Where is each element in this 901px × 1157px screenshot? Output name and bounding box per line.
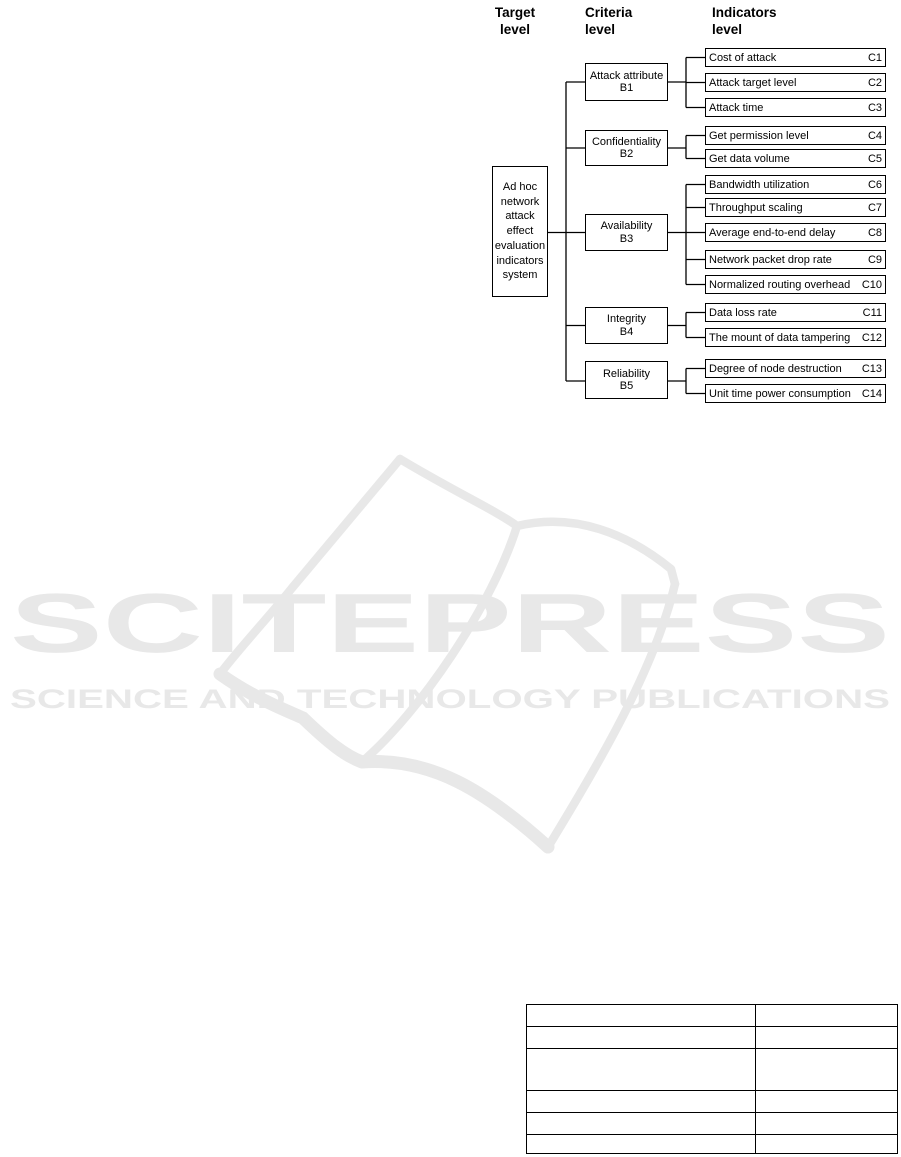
target-level-label: Ad hoc network attack effect evaluation indicators system	[494, 181, 546, 282]
indicator-label: Unit time power consumption	[709, 387, 851, 400]
indicator-box-c7	[705, 198, 886, 217]
indicator-label: Average end-to-end delay	[709, 226, 836, 239]
criteria-code: B4	[619, 325, 634, 338]
criteria-box-b4	[585, 307, 668, 344]
indicator-label: The mount of data tampering	[709, 331, 851, 344]
indicator-box-c4	[705, 126, 886, 145]
indicator-code: C12	[861, 331, 882, 344]
indicator-box-c12	[705, 328, 886, 347]
indicator-label: Network packet drop rate	[709, 253, 832, 266]
indicator-label: Throughput scaling	[709, 201, 803, 214]
criteria-code: B2	[619, 148, 634, 160]
indicator-code: C3	[867, 101, 882, 114]
table-row	[527, 1027, 897, 1049]
table-cell	[527, 1113, 756, 1134]
criteria-box-b3	[585, 214, 668, 251]
indicator-box-c3	[705, 98, 886, 117]
table-cell	[756, 1135, 897, 1153]
criteria-label: Attack attribute	[589, 69, 664, 82]
indicator-code: C10	[861, 278, 882, 291]
indicator-label: Bandwidth utilization	[709, 178, 810, 191]
bottom-table	[526, 1004, 898, 1154]
indicator-label: Cost of attack	[709, 51, 777, 64]
criteria-label: Availability	[600, 220, 653, 232]
table-cell	[756, 1027, 897, 1048]
criteria-box-b2	[585, 130, 668, 166]
table-cell	[527, 1049, 756, 1090]
indicator-label: Attack target level	[709, 76, 797, 89]
table-row	[527, 1091, 897, 1113]
criteria-box-b1	[585, 63, 668, 101]
watermark-tagline-text: SCIENCE AND TECHNOLOGY PUBLICATIONS	[10, 684, 891, 714]
indicator-code: C9	[867, 253, 882, 266]
indicator-code: C11	[862, 306, 882, 319]
criteria-label: Reliability	[602, 367, 651, 380]
target-level-box	[492, 166, 548, 297]
table-row	[527, 1005, 897, 1027]
criteria-code: B1	[619, 82, 634, 94]
criteria-code: B5	[619, 380, 634, 392]
indicator-code: C14	[861, 387, 882, 400]
indicator-label: Get data volume	[709, 152, 790, 165]
indicator-code: C2	[867, 76, 882, 89]
indicator-code: C13	[861, 362, 882, 375]
indicator-code: C5	[867, 152, 882, 165]
table-cell	[756, 1005, 897, 1026]
indicator-label: Data loss rate	[709, 306, 777, 319]
table-cell	[527, 1135, 756, 1153]
indicator-label: Attack time	[709, 101, 764, 114]
indicator-box-c8	[705, 223, 886, 242]
table-cell	[756, 1049, 897, 1090]
indicator-code: C8	[867, 226, 882, 239]
indicator-code: C4	[867, 129, 882, 142]
indicator-box-c13	[705, 359, 886, 378]
column-header-indicators-level: Indicators level	[712, 5, 777, 37]
indicator-box-c5	[705, 149, 886, 168]
table-cell	[527, 1027, 756, 1048]
criteria-label: Confidentiality	[591, 135, 662, 148]
column-header-criteria-level: Criteria level	[585, 5, 633, 37]
table-row	[527, 1135, 897, 1153]
indicator-box-c10	[705, 275, 886, 294]
indicator-box-c9	[705, 250, 886, 269]
watermark-logo-text: SCITEPRESS	[10, 576, 890, 670]
indicator-box-c1	[705, 48, 886, 67]
indicator-code: C1	[867, 51, 882, 64]
indicator-code: C6	[867, 178, 882, 191]
indicator-box-c14	[705, 384, 886, 403]
indicator-box-c6	[705, 175, 886, 194]
indicator-label: Degree of node destruction	[709, 362, 842, 375]
indicator-box-c2	[705, 73, 886, 92]
table-row	[527, 1049, 897, 1091]
criteria-label: Integrity	[606, 313, 647, 325]
table-cell	[756, 1091, 897, 1112]
criteria-code: B3	[619, 232, 634, 245]
table-cell	[527, 1005, 756, 1026]
table-cell	[756, 1113, 897, 1134]
table-cell	[527, 1091, 756, 1112]
indicator-label: Get permission level	[709, 129, 809, 142]
indicator-box-c11	[705, 303, 886, 322]
column-header-target-level: Target level	[494, 5, 536, 37]
indicator-label: Normalized routing overhead	[709, 278, 851, 291]
indicator-code: C7	[867, 201, 882, 214]
criteria-box-b5	[585, 361, 668, 399]
table-row	[527, 1113, 897, 1135]
